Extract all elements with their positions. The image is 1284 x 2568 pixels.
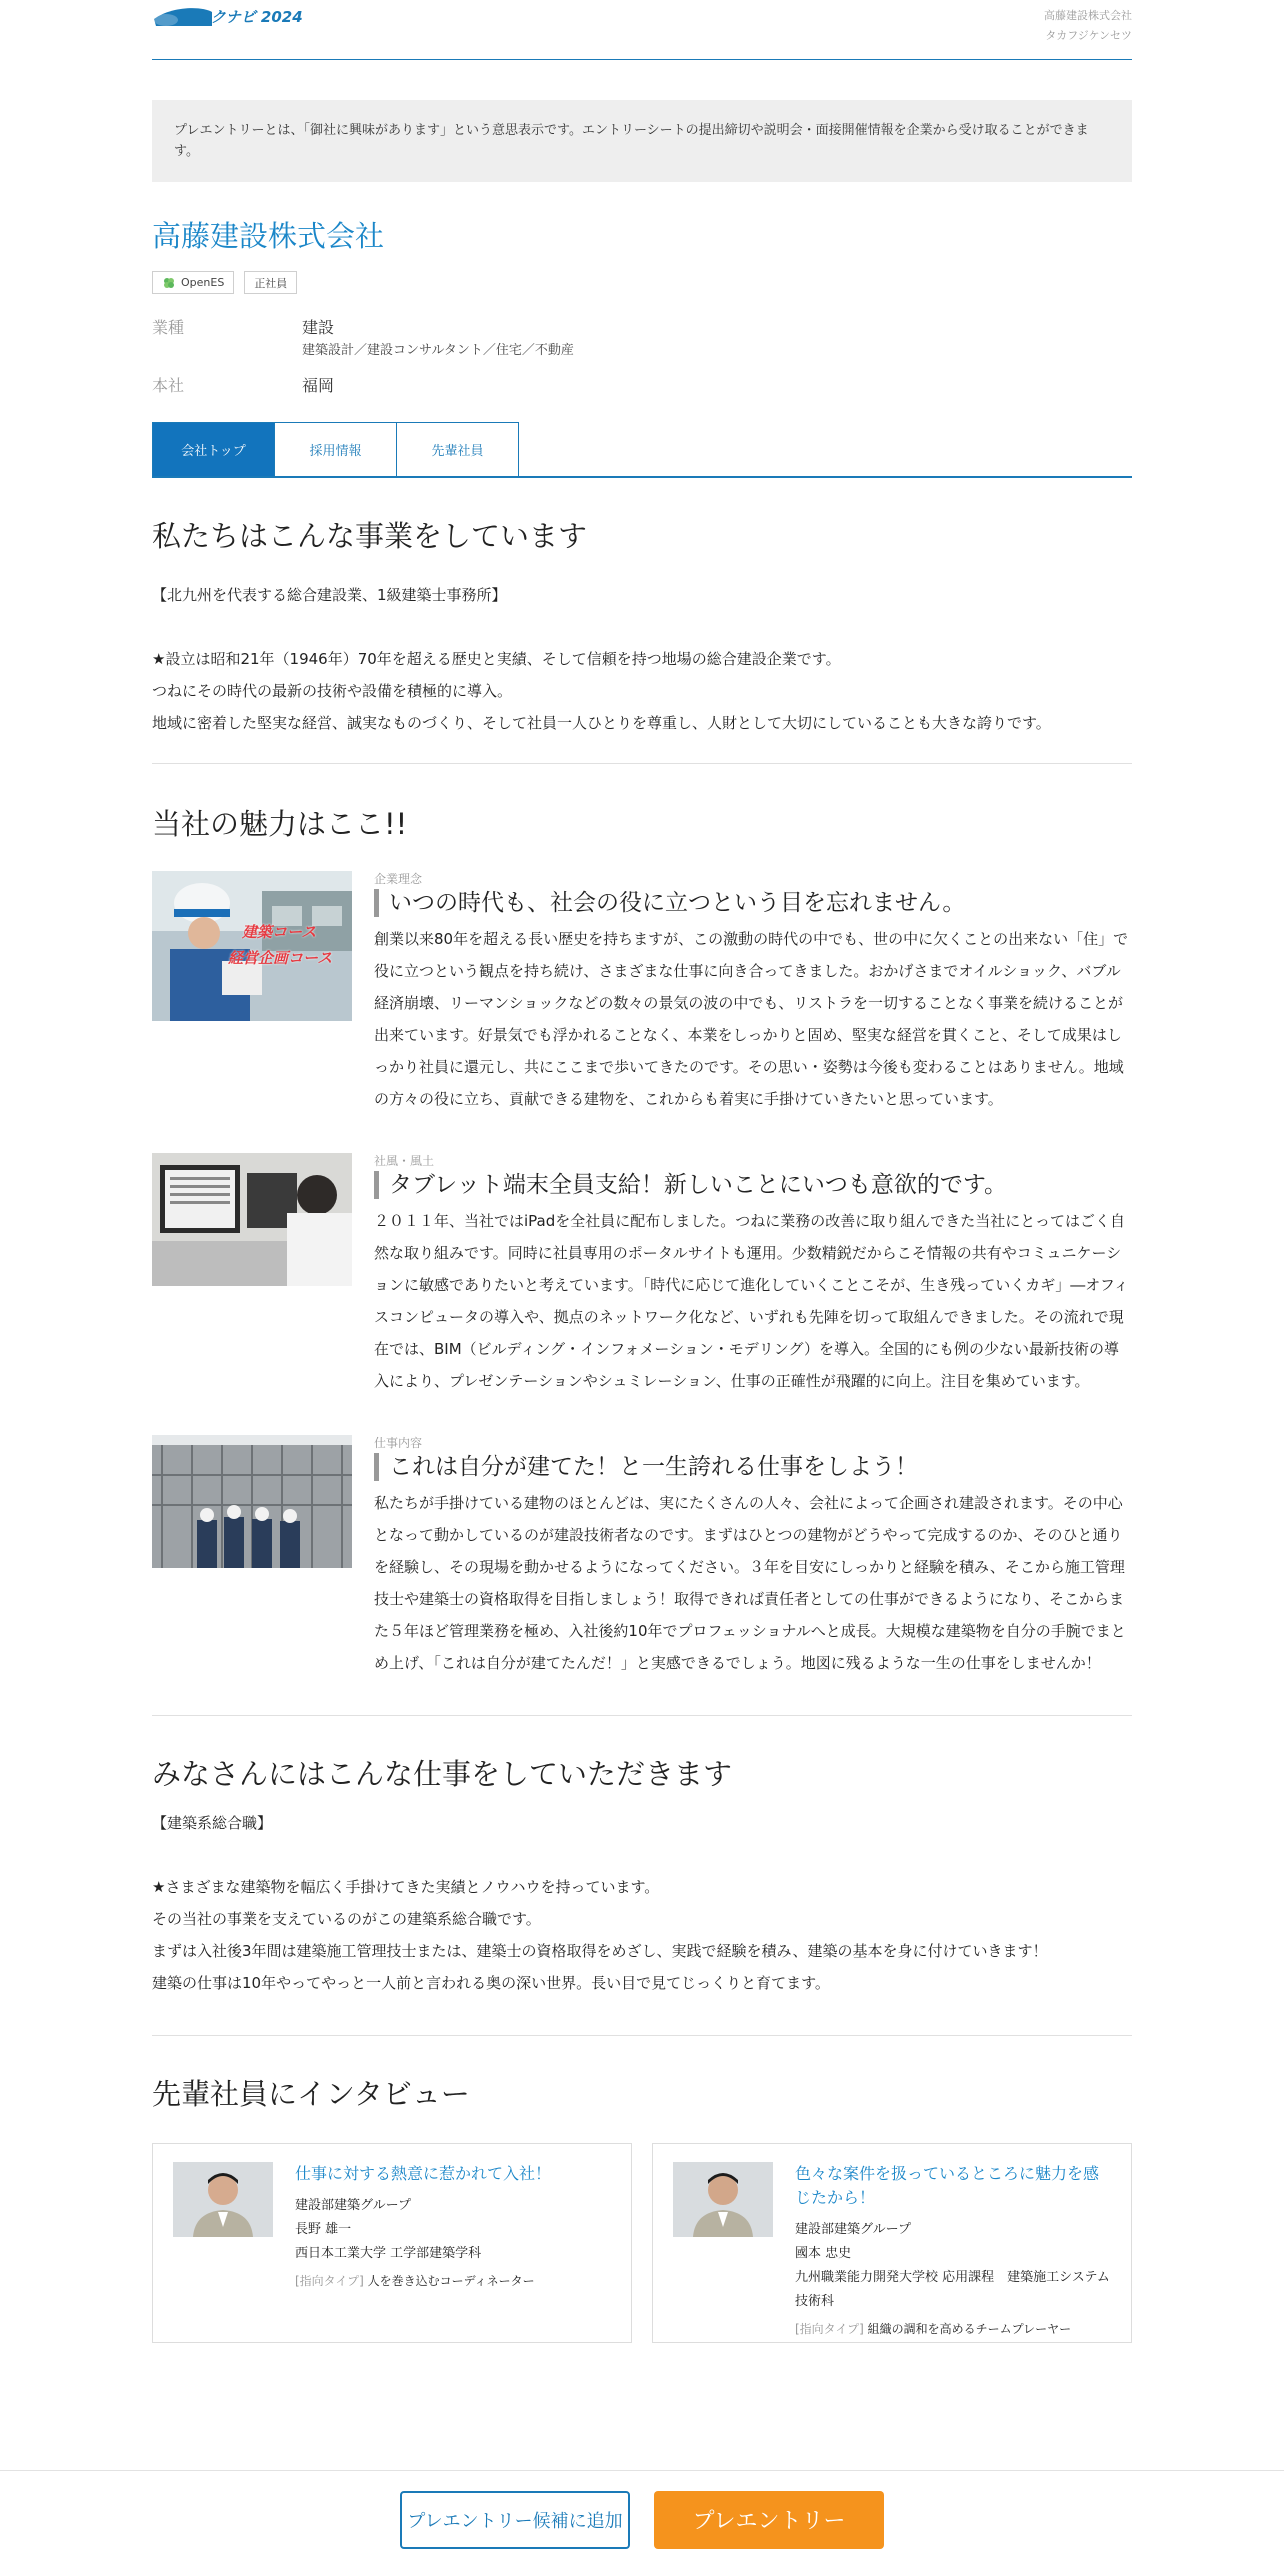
appeal-category: 企業理念 <box>374 872 423 886</box>
employment-label: 正社員 <box>254 276 288 290</box>
work-line: ★さまざまな建築物を幅広く手掛けてきた実績とノウハウを持っています。 <box>152 1878 660 1896</box>
work-line: 建築の仕事は10年やってやっと一人前と言われる奥の深い世界。長い目で見てじっくりと育てます。 <box>152 1974 830 1992</box>
staff-photo <box>673 2162 773 2237</box>
hq-label: 本社 <box>152 376 185 395</box>
appeal-text: 私たちが手掛けている建物のほとんどは、実にたくさんの人々、会社によって企画され建設されます。その中心となって動かしているのが建設技術者なのです。まずはひとつの建物がどうやって完成するのか、そのひと通りを経験し、その現場を動かせるようになってください。３年を目安にしっかりと経験を積み、そこから施工管理技士や建築士の資格取得を目指しましょう！取得できれば責任者としての仕事ができるようになり、そこからまた５年ほど管理業務を極め、入社後約10年でプロフェッショナルへと成長。大規模な建築物を自分の手腕でまとめ上げ、「これは自分が建てたんだ！」と実感できるでしょう。地図に残るような一生の仕事をしませんか！ <box>374 1494 1126 1672</box>
business-line: つねにその時代の最新の技術や設備を積極的に導入。 <box>152 682 513 700</box>
pre-entry-button[interactable]: プレエントリー <box>654 2491 884 2549</box>
business-heading: 私たちはこんな事業をしています <box>152 519 588 553</box>
appeal-heading: 当社の魅力はここ!! <box>152 807 408 841</box>
appeal-item <box>152 1435 1132 1679</box>
work-heading: みなさんにはこんな仕事をしていただきます <box>152 1757 733 1791</box>
interview-heading: 先輩社員にインタビュー <box>152 2077 470 2111</box>
staff-name: 長野 雄一 <box>295 2222 352 2237</box>
tab-recruit-info[interactable]: 採用情報 <box>274 422 397 476</box>
appeal-photo-engineer <box>152 871 352 1021</box>
header-company <box>1044 6 1132 46</box>
employment-badge <box>244 271 297 294</box>
hq-row <box>152 374 1132 398</box>
business-lead: 【北九州を代表する総合建設業、1級建築士事務所】 <box>152 586 507 604</box>
tab-company-top[interactable]: 会社トップ <box>152 422 275 476</box>
staff-school: 西日本工業大学 工学部建築学科 <box>295 2246 482 2261</box>
section-divider <box>152 1715 1132 1716</box>
hq-value: 福岡 <box>302 376 335 395</box>
work-text <box>152 1871 1132 1999</box>
interview-card[interactable] <box>152 2143 632 2343</box>
appeal-item <box>152 871 1132 1115</box>
staff-type-key: [指向タイプ] <box>795 2322 864 2336</box>
section-divider <box>152 2035 1132 2036</box>
header-company-name: 高藤建設株式会社 <box>1044 9 1132 22</box>
work-lead: 【建築系総合職】 <box>152 1814 273 1832</box>
openes-badge <box>152 271 234 294</box>
staff-type-key: [指向タイプ] <box>295 2274 364 2288</box>
openes-label: OpenES <box>181 276 225 289</box>
staff-photo <box>173 2162 273 2237</box>
logo-wordmark: リクナビ 2024 <box>196 8 303 26</box>
interview-title[interactable]: 色々な案件を扱っているところに魅力を感じたから！ <box>795 2164 1100 2207</box>
appeal-text: 創業以来80年を超える長い歴史を持ちますが、この激動の時代の中でも、世の中に欠くことの出来ない「住」で役に立つという観点を持ち続け、さまざまな仕事に向き合ってきました。おかげさまでオイルショック、バブル経済崩壊、リーマンショックなどの数々の景気の波の中でも、リストラを一切することなく事業を続けることが出来ています。好景気でも浮かれることなく、本業をしっかりと固め、堅実な経営を貫くこと、そして成果はしっかり社員に還元し、共にここまで歩いてきたのです。その思い・姿勢は今後も変わることはありません。地域の方々の役に立ち、貢献できる建物を、これからも着実に手掛けていきたいと思っています。 <box>374 930 1129 1108</box>
appeal-title: タブレット端末全員支給！新しいことにいつも意欲的です。 <box>374 1171 1132 1199</box>
staff-dept: 建設部建築グループ <box>295 2198 411 2213</box>
header-company-kana: タカフジケンセツ <box>1045 29 1132 42</box>
staff-dept: 建設部建築グループ <box>795 2222 911 2237</box>
bottom-action-bar <box>0 2470 1284 2568</box>
photo-caption: 建築コース <box>242 923 317 941</box>
appeal-photo-office <box>152 1153 352 1286</box>
appeal-photo-site <box>152 1435 352 1568</box>
staff-school: 九州職業能力開発大学校 応用課程 建築施工システム技術科 <box>795 2270 1110 2309</box>
interview-title[interactable]: 仕事に対する熱意に惹かれて入社！ <box>295 2164 552 2183</box>
site-header <box>152 0 1132 60</box>
staff-type <box>295 2270 551 2292</box>
appeal-item <box>152 1153 1132 1397</box>
appeal-category: 社風・風土 <box>374 1154 435 1168</box>
staff-type-value: 人を巻き込むコーディネーター <box>367 2274 535 2288</box>
add-candidate-button[interactable]: プレエントリー候補に追加 <box>400 2491 630 2549</box>
interview-card[interactable] <box>652 2143 1132 2343</box>
company-name: 高藤建設株式会社 <box>152 219 385 253</box>
industry-row <box>152 316 1132 362</box>
business-line: ★設立は昭和21年（1946年）70年を超える歴史と実績、そして信頼を持つ地場の総合建設企業です。 <box>152 650 841 668</box>
appeal-title: いつの時代も、社会の役に立つという目を忘れません。 <box>374 889 1132 917</box>
business-line: 地域に密着した堅実な経営、誠実なものづくり、そして社員一人ひとりを尊重し、人財として大切にしていることも大きな誇りです。 <box>152 714 1051 732</box>
work-line: まずは入社後3年間は建築施工管理技士または、建築士の資格取得をめざし、実践で経験を積み、建築の基本を身に付けていきます！ <box>152 1942 1048 1960</box>
photo-caption: 経営企画コース <box>228 949 333 967</box>
industry-sub: 建築設計／建設コンサルタント／住宅／不動産 <box>302 343 574 358</box>
industry-label: 業種 <box>152 318 185 337</box>
business-text <box>152 643 1132 739</box>
pre-entry-notice: プレエントリーとは、「御社に興味があります」という意思表示です。エントリーシートの提出締切や説明会・面接開催情報を企業から受け取ることができます。 <box>152 100 1132 182</box>
staff-name: 國本 忠史 <box>795 2246 852 2261</box>
company-tabs <box>152 422 1132 478</box>
appeal-title: これは自分が建てた！と一生誇れる仕事をしよう！ <box>374 1453 1132 1481</box>
clover-icon <box>162 276 176 290</box>
section-divider <box>152 763 1132 764</box>
appeal-text: ２０１１年、当社ではiPadを全社員に配布しました。つねに業務の改善に取り組んできた当社にとってはごく自然な取り組みです。同時に社員専用のポータルサイトも運用。少数精鋭だからこそ情報の共有やコミュニケーションに敏感でありたいと考えています。「時代に応じて進化していくことこそが、生き残っていくカギ」―オフィスコンピュータの導入や、拠点のネットワーク化など、いずれも先陣を切って取組んできました。その流れで現在では、BIM（ビルディング・インフォメーション・モデリング）を導入。全国的にも例の少ない最新技術の導入により、プレゼンテーションやシュミレーション、仕事の正確性が飛躍的に向上。注目を集めています。 <box>374 1212 1129 1390</box>
staff-type-value: 組織の調和を高めるチームプレーヤー <box>867 2322 1072 2336</box>
work-line: その当社の事業を支えているのがこの建築系総合職です。 <box>152 1910 541 1928</box>
industry-value: 建設 <box>302 318 335 337</box>
appeal-category: 仕事内容 <box>374 1436 423 1450</box>
tab-senior-staff[interactable]: 先輩社員 <box>396 422 519 476</box>
staff-type <box>795 2318 1111 2340</box>
company-badges <box>152 271 1132 294</box>
company-info <box>152 316 1132 398</box>
interview-cards <box>152 2143 1132 2343</box>
